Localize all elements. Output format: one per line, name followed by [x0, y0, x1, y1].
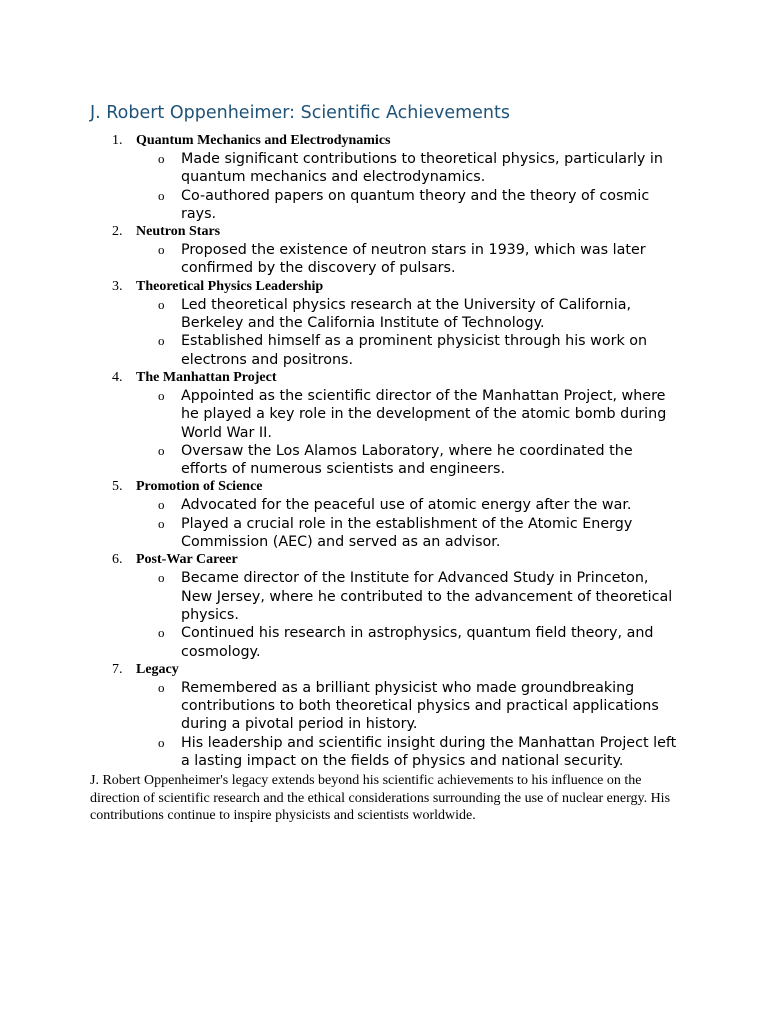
bullet-text: Established himself as a prominent physicist through his work on electrons and positrons. — [181, 333, 648, 368]
bullet-item — [158, 569, 680, 624]
section-item — [90, 223, 680, 278]
bullet-marker: o — [158, 151, 165, 166]
bullet-marker: o — [158, 570, 165, 586]
bullet-item — [158, 150, 680, 187]
bullet-text: Remembered as a brilliant physicist who made groundbreaking contributions to both theoretical physics and practical applications during a pivotal period in history. — [181, 679, 659, 733]
bullet-text: Played a crucial role in the establishment of the Atomic Energy Commission (AEC) and served as an advisor. — [181, 515, 633, 551]
section-number: 7. — [112, 661, 123, 677]
bullet-marker: o — [158, 497, 165, 513]
bullet-text: Appointed as the scientific director of the Manhattan Project, where he played a key role in the development of the atomic bomb during World War II. — [181, 387, 667, 441]
bullet-marker: o — [158, 387, 165, 403]
section-heading: The Manhattan Project — [136, 369, 277, 385]
section-number: 2. — [112, 224, 123, 240]
document-title: J. Robert Oppenheimer: Scientific Achievements — [90, 103, 510, 123]
section-number: 3. — [112, 278, 123, 294]
bullet-marker: o — [158, 242, 165, 258]
section-item — [90, 369, 680, 478]
bullet-text: Led theoretical physics research at the University of California, Berkeley and the California Institute of Technology. — [181, 296, 632, 332]
bullet-list — [136, 296, 680, 369]
section-heading: Promotion of Science — [136, 479, 263, 495]
bullet-item — [158, 187, 680, 224]
section-heading: Neutron Stars — [136, 224, 221, 240]
bullet-marker: o — [158, 625, 165, 641]
bullet-marker: o — [158, 515, 165, 531]
conclusion-paragraph: J. Robert Oppenheimer's legacy extends beyond his scientific achievements to his influence on the direction of scientific research and the ethical considerations surrounding the use of nuclear energy. His contributions continue to inspire physicists and scientists worldwide. — [90, 773, 671, 823]
bullet-marker: o — [158, 333, 165, 349]
section-number: 1. — [112, 133, 123, 148]
bullet-text: Made significant contributions to theoretical physics, particularly in quantum mechanics and electrodynamics. — [181, 151, 663, 186]
bullet-item — [158, 442, 680, 479]
bullet-item — [158, 515, 680, 552]
bullet-text: Advocated for the peaceful use of atomic energy after the war. — [181, 497, 632, 514]
bullet-text: Continued his research in astrophysics, quantum field theory, and cosmology. — [181, 625, 654, 660]
bullet-list — [136, 679, 680, 770]
bullet-marker: o — [158, 734, 165, 750]
bullet-marker: o — [158, 442, 165, 458]
bullet-text: Co-authored papers on quantum theory and the theory of cosmic rays. — [181, 187, 650, 222]
section-number: 5. — [112, 479, 123, 495]
section-heading: Quantum Mechanics and Electrodynamics — [136, 133, 391, 148]
achievements-list — [90, 132, 680, 770]
section-heading: Legacy — [136, 661, 179, 677]
bullet-list — [136, 241, 680, 278]
section-heading: Theoretical Physics Leadership — [136, 278, 324, 294]
bullet-item — [158, 624, 680, 661]
section-number: 6. — [112, 552, 123, 568]
bullet-item — [158, 734, 680, 771]
bullet-text: Proposed the existence of neutron stars in 1939, which was later confirmed by the discovery of pulsars. — [181, 242, 646, 277]
bullet-item — [158, 332, 680, 369]
bullet-marker: o — [158, 296, 165, 312]
bullet-list — [136, 150, 680, 223]
bullet-item — [158, 679, 680, 734]
bullet-list — [136, 496, 680, 551]
bullet-item — [158, 241, 680, 278]
bullet-marker: o — [158, 679, 165, 695]
bullet-list — [136, 387, 680, 478]
bullet-list — [136, 569, 680, 660]
section-item — [90, 132, 680, 223]
bullet-item — [158, 296, 680, 333]
document-page — [90, 101, 680, 824]
section-item — [90, 551, 680, 660]
section-number: 4. — [112, 369, 123, 385]
bullet-marker: o — [158, 187, 165, 203]
bullet-text: His leadership and scientific insight during the Manhattan Project left a lasting impact on the fields of physics and national security. — [181, 734, 677, 770]
section-heading: Post-War Career — [136, 552, 238, 568]
section-item — [90, 661, 680, 770]
section-item — [90, 478, 680, 551]
bullet-text: Oversaw the Los Alamos Laboratory, where he coordinated the efforts of numerous scientists and engineers. — [181, 442, 633, 478]
bullet-item — [158, 387, 680, 442]
bullet-text: Became director of the Institute for Advanced Study in Princeton, New Jersey, where he contributed to the advancement of theoretical physics. — [181, 570, 673, 623]
section-item — [90, 278, 680, 369]
bullet-item — [158, 496, 680, 514]
